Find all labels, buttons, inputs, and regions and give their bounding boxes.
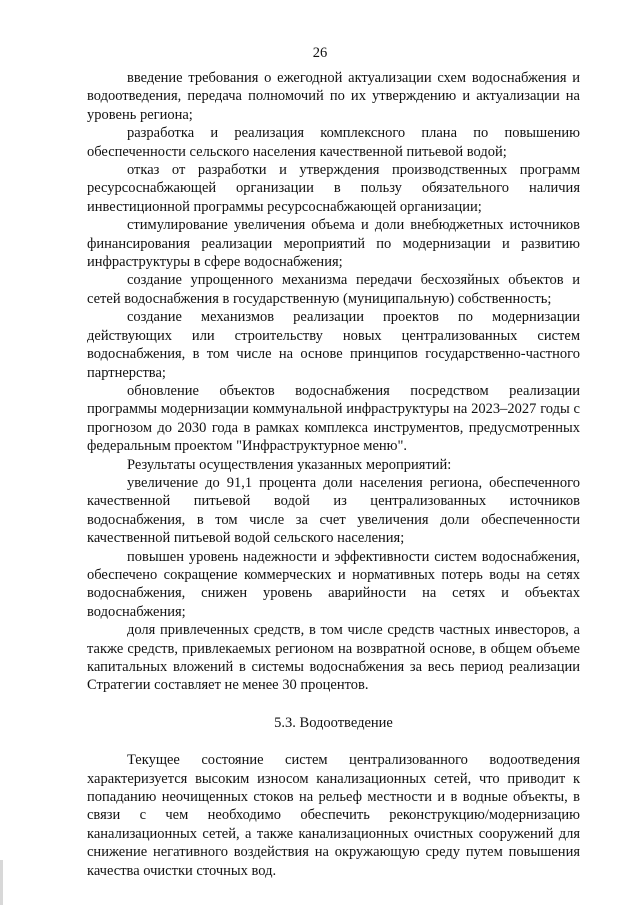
paragraph-results-heading: Результаты осуществления указанных мероприятий: bbox=[127, 456, 452, 473]
paragraph-ownerless-objects: создание упрощенного механизма передачи бесхозяйных объектов и сетей водоснабжения в государственную (муниципальную) собственность; bbox=[87, 272, 580, 307]
paragraph-result-reliability: повышен уровень надежности и эффективности систем водоснабжения, обеспечено сокращение коммерческих и нормативных потерь воды на сетях водоснабжения, снижен уровень аварийности на сетях и объектах водоснабжения; bbox=[87, 548, 580, 620]
section-title: 5.3. Водоотведение bbox=[274, 714, 393, 731]
paragraph-schemes-update: введение требования о ежегодной актуализации схем водоснабжения и водоотведения, передача полномочий по их утверждению и актуализации на уровень региона; bbox=[87, 70, 580, 123]
paragraph-extrabudgetary-funding: стимулирование увеличения объема и доли внебюджетных источников финансирования реализации мероприятий по модернизации и развитию инфраструктуры в сфере водоснабжения; bbox=[87, 217, 580, 271]
paragraph-rural-water-plan: разработка и реализация комплексного плана по повышению обеспеченности сельского населения качественной питьевой водой; bbox=[87, 125, 580, 160]
paragraph-result-investment-share: доля привлеченных средств, в том числе средств частных инвесторов, а также средств, привлекаемых регионом на возвратной основе, в общем объеме капитальных вложений в системы водоснабжения за весь период реализации Стратегии составляет не менее 30 процентов. bbox=[87, 622, 580, 694]
paragraph-result-water-share: увеличение до 91,1 процента доли населения региона, обеспеченного качественной питьевой водой из централизованных источников водоснабжения, в том числе за счет увеличения доли обеспеченности качественной питьевой водой сельского населения; bbox=[87, 474, 580, 547]
scan-edge-mark bbox=[0, 860, 3, 905]
document-body bbox=[87, 69, 580, 880]
paragraph-ppp-mechanisms: создание механизмов реализации проектов по модернизации действующих или строительству новых централизованных систем водоснабжения, в том числе на основе принципов государственно-частного партнерства; bbox=[87, 309, 580, 381]
paragraph-infrastructure-menu: обновление объектов водоснабжения посредством реализации программы модернизации коммунальной инфраструктуры на 2023–2027 годы с прогнозом до 2030 года в рамках комплекса инструментов, предусмотренных федеральным проектом "Инфраструктурное меню". bbox=[87, 382, 580, 455]
page-number: 26 bbox=[312, 45, 328, 61]
paragraph-investment-program: отказ от разработки и утверждения производственных программ ресурсоснабжающей организации в пользу обязательного наличия инвестиционной программы ресурсоснабжающей организации; bbox=[87, 162, 580, 215]
paragraph-wastewater-state: Текущее состояние систем централизованного водоотведения характеризуется высоким износом канализационных сетей, что приводит к попаданию неочищенных стоков на рельеф местности и в водные объекты, в связи с чем необходимо обеспечить реконструкцию/модернизацию канализационных сетей, а также канализационных очистных сооружений для снижение негативного воздействия на окружающую среду путем повышения качества очистки сточных вод. bbox=[87, 752, 580, 879]
